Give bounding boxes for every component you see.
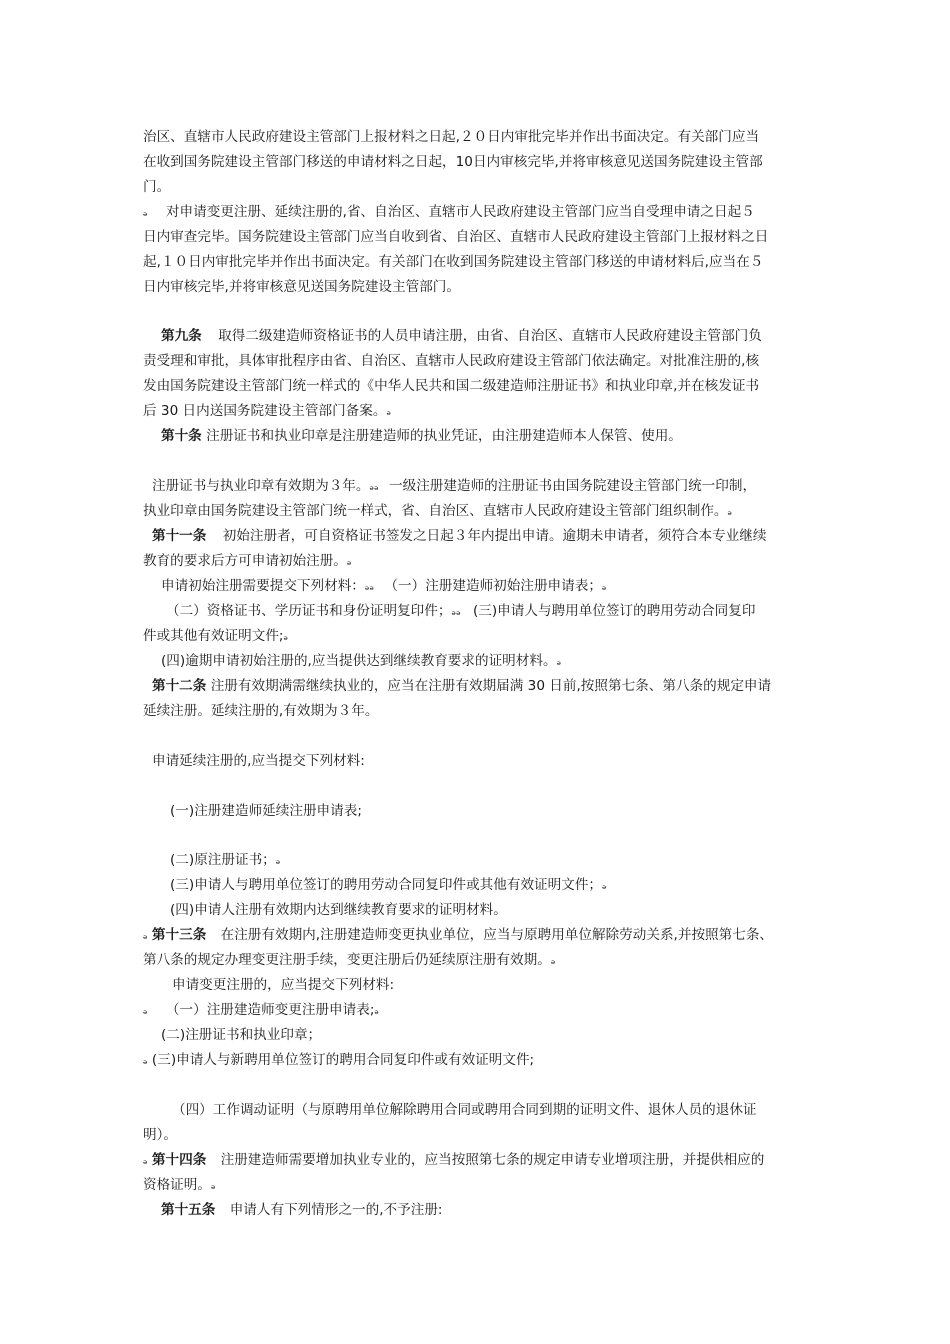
text-line: 延续注册。延续注册的,有效期为３年。 — [143, 703, 379, 719]
article-12: 第十二条 注册有效期满需继续执业的，应当在注册有效期届满 30 日前,按照第七条、第八条的规定申请 — [152, 678, 772, 694]
text-line: 门。 — [143, 179, 171, 195]
paragraph-mark-icon: ₔ — [346, 555, 352, 568]
text-line: 日内审核完毕,并将审核意见送国务院建设主管部门。 — [143, 279, 460, 295]
article-14: ₔ 第十四条 注册建造师需要增加执业专业的，应当按照第七条的规定申请专业增项注册，并提供相应的 — [143, 1152, 765, 1168]
article-9: 第九条 取得二级建造师资格证书的人员申请注册，由省、自治区、直辖市人民政府建设主管部门负 — [161, 328, 762, 344]
text-line: (二)注册证书和执业印章； — [161, 1027, 322, 1043]
text-line: 执业印章由国务院建设主管部门统一样式，省、自治区、直辖市人民政府建设主管部门组织制作。ₔ — [143, 503, 733, 519]
text-line: 责受理和审批，具体审批程序由省、自治区、直辖市人民政府建设主管部门依法确定。对批准注册的,核 — [143, 353, 760, 369]
text-line: 后 30 日内送国务院建设主管部门备案。ₔ — [143, 403, 392, 419]
article-heading: 第十四条 — [151, 1152, 207, 1168]
text-line: ₔ (三)申请人与新聘用单位签订的聘用合同复印件或有效证明文件; — [143, 1052, 535, 1068]
paragraph-mark-icon: ₔ — [143, 929, 148, 942]
text-line: 申请初始注册需要提交下列材料：ₔₔ （一）注册建造师初始注册申请表；ₔ — [161, 578, 607, 594]
article-heading: 第十二条 — [152, 678, 207, 694]
text-line: 申请延续注册的,应当提交下列材料: — [152, 753, 365, 769]
article-heading: 第十三条 — [151, 927, 207, 943]
text-line: 资格证明。ₔ — [143, 1177, 216, 1193]
text-line: (一)注册建造师延续注册申请表; — [170, 803, 362, 819]
text-line: (三)申请人与聘用单位签订的聘用劳动合同复印件或其他有效证明文件；ₔ — [170, 877, 607, 893]
article-heading: 第十一条 — [152, 528, 207, 544]
article-15: 第十五条 申请人有下列情形之一的,不予注册: — [161, 1202, 443, 1218]
paragraph-mark-icon: ₔ — [451, 605, 457, 618]
text-line: (四)逾期申请初始注册的,应当提供达到继续教育要求的证明材料。ₔ — [161, 653, 562, 669]
text-line: (四)申请人注册有效期内达到继续教育要求的证明材料。 — [170, 902, 507, 918]
paragraph-mark-icon: ₔ — [369, 580, 375, 593]
paragraph-mark-icon: ₔ — [456, 605, 461, 618]
text-line: 注册证书与执业印章有效期为３年。ₔₔ 一级注册建造师的注册证书由国务院建设主管部门统一印制， — [152, 478, 757, 494]
paragraph-mark-icon: ₔ — [727, 505, 733, 518]
paragraph-mark-icon: ₔ — [275, 854, 281, 867]
paragraph-mark-icon: ₔ — [143, 1154, 148, 1167]
article-13: ₔ 第十三条 在注册有效期内,注册建造师变更执业单位，应当与原聘用单位解除劳动关系,并按照第七条、 — [143, 927, 774, 943]
article-10: 第十条 注册证书和执业印章是注册建造师的执业凭证，由注册建造师本人保管、使用。 — [161, 428, 682, 444]
text-line: 件或其他有效证明文件;ₔ — [143, 628, 289, 644]
paragraph-mark-icon: ₔ — [602, 879, 607, 892]
paragraph-mark-icon: ₔ — [143, 1004, 148, 1017]
paragraph-mark-icon: ₔ — [550, 954, 556, 967]
text-line: ₔ 对申请变更注册、延续注册的,省、自治区、直辖市人民政府建设主管部门应当自受理申请之日起５ — [143, 204, 755, 220]
text-line: 在收到国务院建设主管部门移送的申请材料之日起，10日内审核完毕,并将审核意见送国务院建设主管部 — [143, 154, 763, 170]
text-line: 日内审查完毕。国务院建设主管部门应当自收到省、自治区、直辖市人民政府建设主管部门上报材料之日 — [143, 229, 769, 245]
paragraph-mark-icon: ₔ — [364, 580, 370, 593]
paragraph-mark-icon: ₔ — [283, 630, 289, 643]
paragraph-mark-icon: ₔ — [374, 480, 379, 493]
paragraph-mark-icon: ₔ — [556, 655, 562, 668]
text-line: （二）资格证书、学历证书和身份证明复印件；ₔₔ (三)申请人与聘用单位签订的聘用劳动合同复印 — [166, 603, 756, 619]
text-line: 申请变更注册的，应当提交下列材料: — [172, 977, 395, 993]
paragraph-mark-icon: ₔ — [386, 405, 392, 418]
article-11: 第十一条 初始注册者，可自资格证书签发之日起３年内提出申请。逾期未申请者，须符合本专业继续 — [152, 528, 767, 544]
text-line: 起,１０日内审批完毕并作出书面决定。有关部门在收到国务院建设主管部门移送的申请材料后,应当在５ — [143, 254, 764, 270]
paragraph-mark-icon: ₔ — [143, 206, 148, 219]
text-line: (二)原注册证书；ₔ — [170, 852, 281, 868]
paragraph-mark-icon: ₔ — [369, 480, 375, 493]
text-line: 第八条的规定办理变更注册手续，变更注册后仍延续原注册有效期。ₔ — [143, 952, 556, 968]
text-line: ₔ （一）注册建造师变更注册申请表;ₔ — [143, 1002, 380, 1018]
text-line: 明）。 — [143, 1127, 177, 1143]
text-line: （四）工作调动证明（与原聘用单位解除聘用合同或聘用合同到期的证明文件、退休人员的退休证 — [172, 1102, 757, 1118]
article-heading: 第九条 — [161, 328, 202, 344]
paragraph-mark-icon: ₔ — [374, 1004, 380, 1017]
text-line: 教育的要求后方可申请初始注册。ₔ — [143, 553, 352, 569]
paragraph-mark-icon: ₔ — [210, 1179, 216, 1192]
paragraph-mark-icon: ₔ — [143, 1054, 148, 1067]
paragraph-mark-icon: ₔ — [601, 580, 607, 593]
article-heading: 第十条 — [161, 428, 202, 444]
text-line: 发由国务院建设主管部门统一样式的《中华人民共和国二级建造师注册证书》和执业印章,并在核发证书 — [143, 378, 760, 394]
article-heading: 第十五条 — [161, 1202, 216, 1218]
text-line: 治区、直辖市人民政府建设主管部门上报材料之日起,２０日内审批完毕并作出书面决定。有关部门应当 — [143, 129, 760, 145]
